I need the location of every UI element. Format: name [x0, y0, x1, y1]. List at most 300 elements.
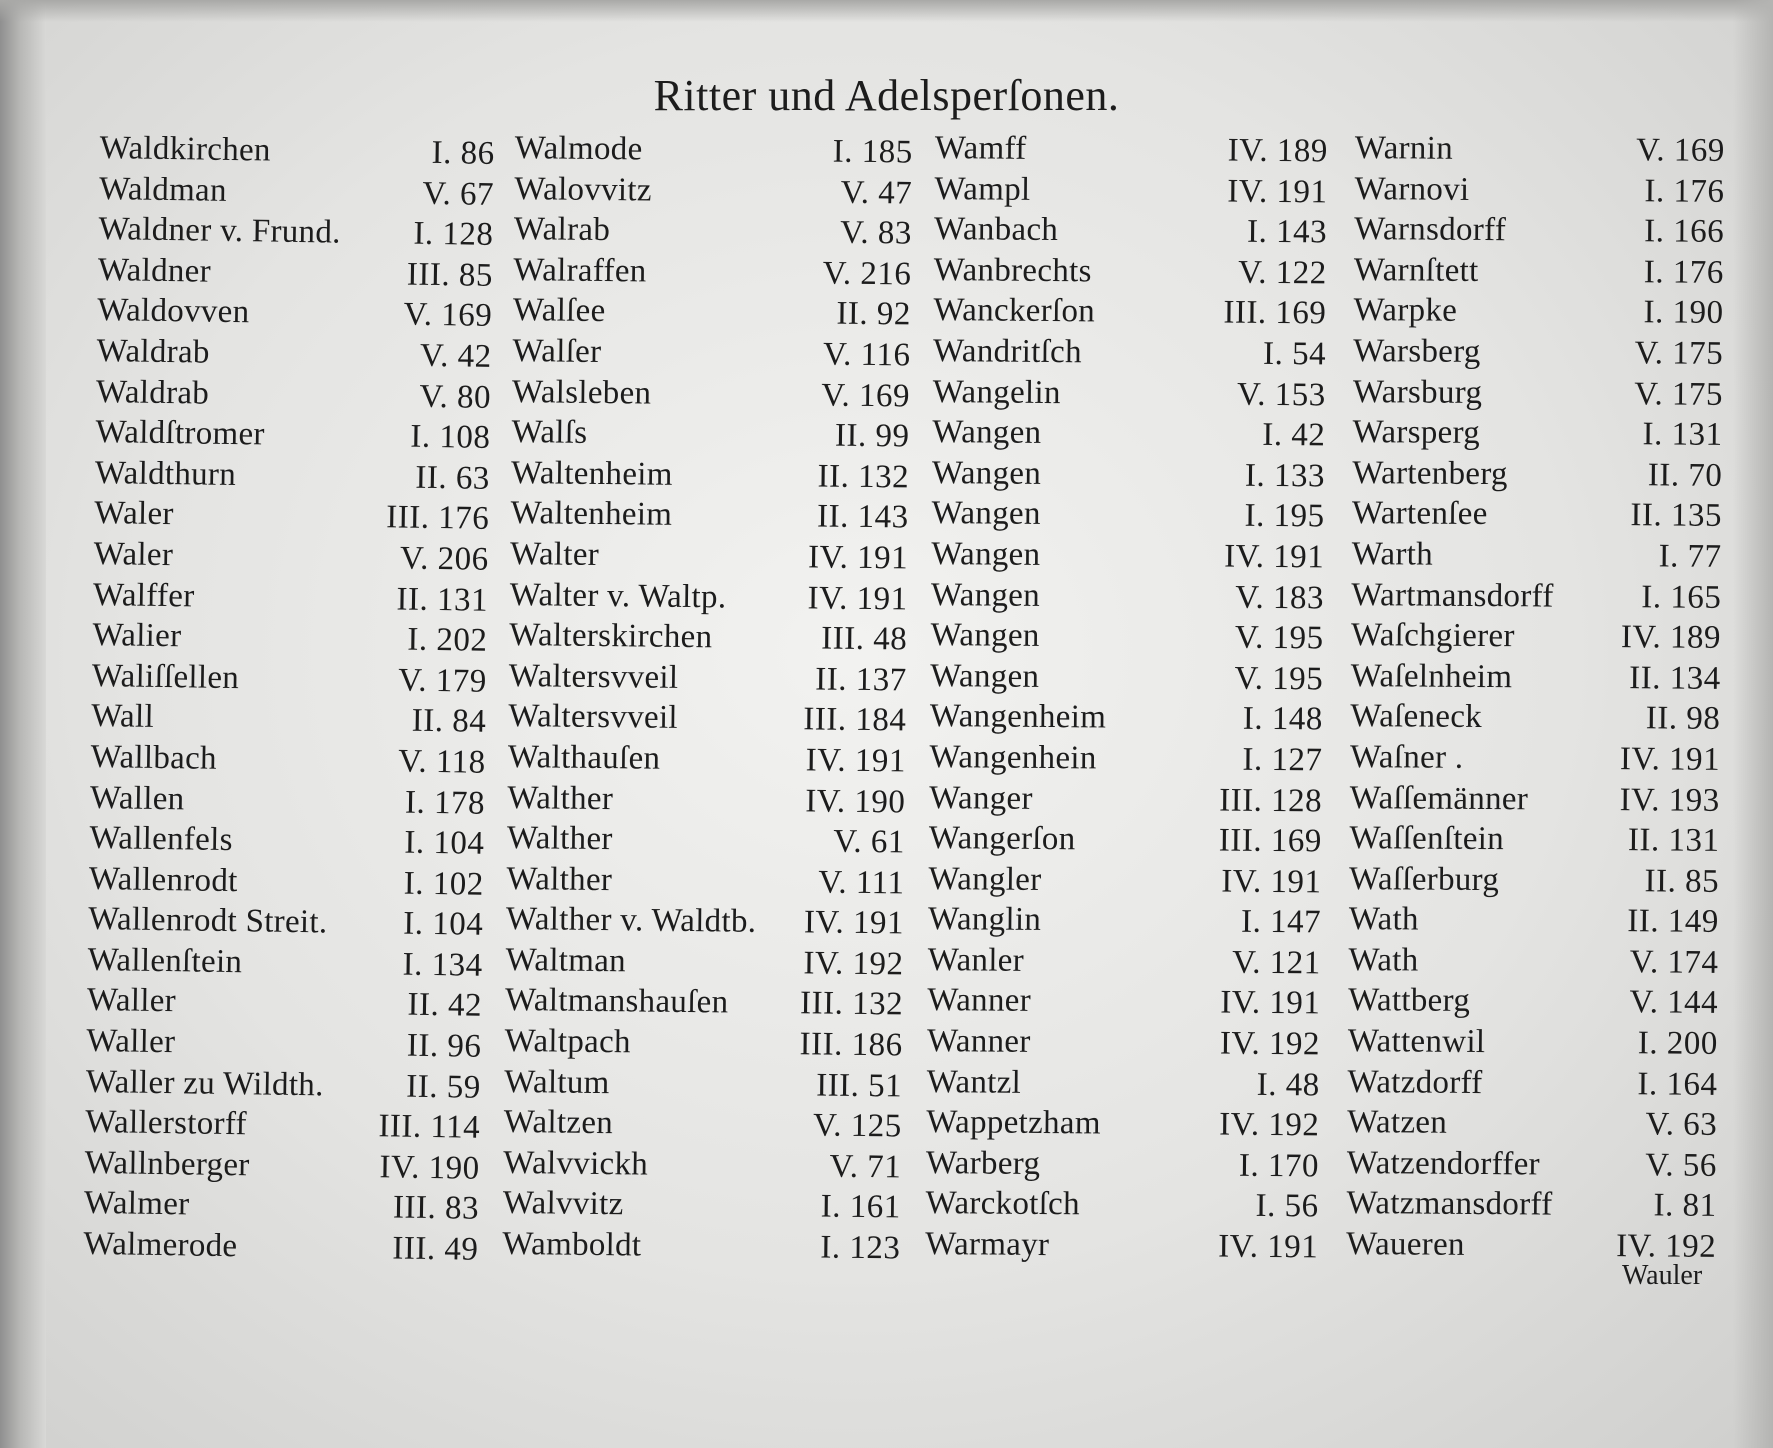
index-entry [934, 169, 1327, 213]
index-entry [933, 290, 1326, 334]
entry-reference: II. 85 [1644, 862, 1720, 900]
entry-name: Warnin [1354, 129, 1454, 167]
index-entry [93, 534, 489, 580]
index-entry [508, 696, 906, 741]
entry-reference: I. 48 [1256, 1066, 1320, 1104]
entry-reference: II. 132 [817, 458, 910, 496]
index-entry [506, 859, 904, 904]
entry-reference: I. 143 [1246, 213, 1328, 251]
entry-name: Waltenheim [510, 454, 673, 493]
entry-reference: V. 80 [419, 378, 492, 416]
entry-name: Walraffen [513, 251, 647, 290]
entry-reference: I. 148 [1242, 701, 1324, 738]
entry-name: Wampl [934, 170, 1031, 208]
entry-name: Walmode [514, 129, 643, 168]
entry-name: Wallenrodt Streit. [87, 901, 328, 941]
index-entry [1346, 1183, 1716, 1226]
index-entry [509, 656, 907, 701]
index-entry [926, 1102, 1319, 1146]
entry-reference: V. 116 [822, 336, 911, 374]
index-entry [95, 412, 491, 458]
index-entry [929, 777, 1322, 821]
entry-reference: IV. 189 [1620, 619, 1722, 657]
index-entry [932, 412, 1325, 456]
index-entry [1351, 575, 1721, 618]
index-entry [505, 940, 903, 985]
entry-name: Wallbach [90, 738, 218, 777]
index-entry [89, 859, 485, 905]
entry-reference: IV. 191 [1218, 1228, 1319, 1266]
index-entry [98, 209, 494, 255]
entry-name: Waltersvveil [508, 698, 679, 737]
entry-reference: I. 54 [1262, 335, 1327, 373]
entry-name: Waller [86, 982, 177, 1020]
entry-reference: I. 128 [413, 215, 494, 254]
entry-name: Wangen [931, 454, 1042, 492]
entry-name: Wamff [934, 129, 1027, 167]
index-entry [95, 453, 491, 499]
entry-reference: IV. 191 [807, 579, 908, 618]
entry-name: Watzendorffer [1346, 1144, 1541, 1183]
entry-name: Waſchgierer [1350, 617, 1515, 655]
entry-reference: II. 99 [834, 417, 910, 455]
entry-reference: I. 176 [1644, 172, 1725, 210]
book-binding-shadow [0, 0, 46, 1448]
entry-reference: V. 174 [1629, 944, 1719, 981]
entry-name: Waltum [503, 1063, 610, 1101]
entry-reference: I. 200 [1637, 1025, 1718, 1062]
entry-reference: IV. 191 [1619, 741, 1721, 778]
index-entry [926, 1143, 1319, 1187]
entry-name: Wath [1348, 941, 1419, 979]
entry-reference: V. 206 [399, 540, 489, 578]
index-entry [930, 615, 1323, 659]
entry-name: Walther [507, 779, 614, 817]
index-entry [934, 250, 1327, 294]
entry-name: Waldner v. Frund. [98, 211, 342, 251]
entry-name: Wangerſon [928, 820, 1076, 858]
index-entry [931, 534, 1324, 578]
catchword: Wauler [1622, 1260, 1703, 1291]
entry-reference: III. 184 [803, 701, 907, 739]
entry-name: Wattenwil [1347, 1023, 1486, 1061]
entry-name: Wanckerſon [933, 292, 1096, 330]
entry-name: Wath [1348, 901, 1419, 938]
index-entry [504, 1062, 902, 1107]
entry-reference: IV. 191 [1221, 863, 1322, 901]
index-entry [929, 818, 1322, 862]
entry-name: Walmer [83, 1185, 190, 1223]
entry-reference: I. 202 [407, 621, 488, 659]
entry-reference: V. 42 [419, 337, 492, 375]
entry-name: Waller zu Wildth. [85, 1063, 324, 1104]
index-entry [1347, 1062, 1717, 1105]
entry-name: Waſelnheim [1350, 657, 1513, 695]
entry-reference: II. 131 [396, 580, 489, 619]
entry-reference: V. 125 [812, 1107, 902, 1145]
index-entry [934, 209, 1327, 253]
index-entry [90, 777, 486, 823]
index-entry [83, 1224, 479, 1270]
entry-name: Waller [86, 1022, 176, 1061]
index-entry [88, 899, 484, 945]
entry-reference: V. 144 [1629, 984, 1719, 1022]
entry-reference: V. 153 [1236, 376, 1326, 413]
index-entry [97, 290, 493, 336]
index-entry [1348, 940, 1718, 983]
index-entry [1347, 1143, 1717, 1186]
index-entry [1352, 493, 1722, 536]
entry-reference: III. 176 [386, 499, 490, 538]
index-entry [508, 737, 906, 782]
entry-reference: I. 42 [1262, 417, 1326, 454]
entry-name: Waltzen [503, 1104, 614, 1142]
entry-reference: I. 195 [1244, 498, 1325, 535]
entry-name: Waliſſellen [91, 657, 240, 696]
index-entry [1353, 331, 1723, 374]
entry-name: Warsperg [1352, 414, 1481, 452]
entry-reference: III. 132 [799, 985, 904, 1023]
entry-name: Waſſerburg [1348, 860, 1500, 898]
entry-reference: IV. 193 [1619, 781, 1720, 819]
index-entry [1351, 534, 1721, 577]
entry-name: Wamboldt [502, 1225, 642, 1264]
entry-reference: I. 134 [402, 946, 483, 984]
entry-name: Warnovi [1354, 170, 1470, 208]
index-entry [504, 1021, 902, 1066]
index-entry [514, 209, 912, 254]
entry-name: Walovvitz [514, 170, 653, 209]
index-entry [92, 656, 488, 702]
index-entry [507, 777, 905, 822]
entry-name: Walmerode [83, 1225, 238, 1265]
entry-name: Waueren [1346, 1225, 1465, 1263]
entry-name: Waſſemänner [1349, 779, 1529, 817]
index-entry [503, 1143, 901, 1188]
entry-reference: V. 63 [1645, 1106, 1718, 1144]
entry-name: Watzmansdorff [1346, 1185, 1553, 1224]
entry-name: Waldner [97, 251, 212, 290]
entry-reference: I. 133 [1244, 457, 1326, 495]
index-entry [1355, 128, 1725, 171]
entry-reference: I. 102 [403, 865, 485, 903]
entry-name: Wartmansdorff [1351, 576, 1554, 615]
index-entry [1348, 980, 1718, 1023]
entry-name: Warsburg [1352, 373, 1483, 411]
entry-name: Wangler [928, 860, 1042, 898]
entry-name: Waldman [98, 170, 228, 209]
index-entry [503, 1102, 901, 1147]
index-entry [84, 1143, 480, 1189]
index-entry [1351, 615, 1721, 658]
entry-reference: I. 164 [1637, 1065, 1718, 1103]
entry-name: Wangen [932, 414, 1042, 452]
index-entry [1348, 1021, 1718, 1064]
entry-name: Walſs [511, 414, 588, 451]
index-entry [1350, 777, 1720, 820]
entry-name: Wartenberg [1352, 454, 1508, 492]
index-entry [90, 737, 486, 783]
index-entry [87, 980, 483, 1026]
entry-reference: IV. 192 [803, 945, 904, 983]
index-entry [930, 656, 1323, 700]
entry-reference: I. 165 [1641, 578, 1722, 616]
index-entry [505, 980, 903, 1025]
entry-reference: II. 70 [1647, 457, 1723, 494]
index-entry [515, 128, 913, 173]
entry-reference: III. 169 [1218, 822, 1322, 860]
entry-reference: V. 47 [840, 174, 913, 212]
entry-reference: III. 51 [815, 1067, 903, 1105]
entry-name: Waldrab [95, 373, 210, 412]
index-entry [512, 331, 910, 376]
entry-reference: V. 169 [821, 377, 911, 415]
index-entry [1354, 169, 1724, 212]
entry-name: Wangenheim [929, 698, 1107, 736]
entry-reference: V. 195 [1234, 619, 1324, 657]
index-entry [1351, 656, 1721, 699]
index-entry [509, 615, 907, 660]
index-entry [1354, 250, 1724, 293]
entry-name: Wanglin [927, 901, 1042, 939]
entry-reference: I. 178 [404, 784, 486, 822]
entry-reference: III. 85 [406, 256, 494, 294]
index-column-4 [1346, 128, 1725, 1267]
index-column-1 [83, 128, 495, 1270]
entry-reference: I. 104 [404, 824, 485, 862]
entry-name: Wanner [927, 982, 1032, 1020]
entry-reference: III. 48 [821, 620, 908, 658]
entry-name: Walffer [92, 576, 195, 614]
entry-reference: II. 135 [1630, 497, 1723, 535]
entry-reference: II. 143 [816, 498, 909, 536]
entry-name: Wangen [930, 657, 1040, 695]
entry-name: Wantzl [926, 1063, 1022, 1101]
entry-reference: I. 166 [1644, 213, 1725, 251]
index-entry [928, 940, 1321, 984]
index-entry [932, 453, 1325, 497]
entry-reference: V. 169 [1636, 132, 1725, 169]
entry-reference: IV. 191 [1227, 173, 1328, 211]
entry-reference: IV. 190 [805, 782, 906, 820]
entry-reference: V. 216 [822, 255, 912, 293]
entry-name: Watzen [1347, 1104, 1448, 1142]
index-entry [87, 940, 483, 986]
entry-name: Waltpach [504, 1023, 632, 1061]
index-entry [512, 372, 910, 417]
index-column-3 [925, 128, 1328, 1268]
entry-name: Waldſtromer [95, 414, 266, 453]
entry-name: Wangen [931, 495, 1041, 533]
entry-name: Walſer [512, 332, 602, 370]
index-entry [1352, 453, 1722, 496]
entry-name: Warsberg [1353, 332, 1481, 370]
index-entry [94, 493, 490, 539]
top-edge-shadow [0, 0, 1773, 22]
index-entry [510, 534, 908, 579]
index-entry [933, 331, 1326, 375]
entry-reference: II. 137 [815, 661, 907, 699]
entry-reference: II. 131 [1627, 822, 1720, 859]
index-entry [1350, 737, 1720, 780]
entry-reference: I. 86 [431, 134, 495, 172]
entry-name: Waldovven [97, 292, 250, 331]
entry-name: Warberg [925, 1144, 1041, 1182]
entry-reference: I. 108 [410, 418, 491, 456]
entry-name: Waltmanshauſen [504, 982, 729, 1021]
entry-name: Waldkirchen [99, 129, 272, 169]
entry-reference: IV. 189 [1227, 132, 1328, 170]
index-entry [93, 574, 489, 620]
index-entry [511, 453, 909, 498]
entry-reference: I. 123 [820, 1229, 901, 1267]
entry-name: Wanger [929, 779, 1033, 817]
entry-reference: II. 63 [415, 459, 491, 497]
index-entry [1353, 372, 1723, 415]
entry-name: Walter [509, 535, 600, 573]
entry-reference: I. 190 [1643, 294, 1724, 332]
index-entry [1349, 859, 1719, 902]
page-title: Ritter und Adelsperſonen. [653, 71, 1120, 120]
index-entry [96, 372, 492, 418]
entry-reference: I. 161 [820, 1188, 901, 1226]
entry-name: Wanler [927, 941, 1025, 979]
index-entry [929, 737, 1322, 781]
entry-name: Walier [92, 617, 182, 655]
entry-name: Wartenſee [1351, 495, 1488, 533]
index-entry [927, 980, 1320, 1024]
entry-reference: I. 185 [832, 133, 913, 171]
index-entry [925, 1224, 1318, 1268]
index-entry [926, 1062, 1319, 1106]
entry-name: Waldrab [96, 332, 211, 371]
index-entry [507, 818, 905, 863]
entry-reference: V. 71 [829, 1148, 902, 1186]
index-entry [514, 169, 912, 214]
index-entry [1354, 209, 1724, 252]
entry-name: Warmayr [925, 1225, 1050, 1264]
entry-name: Wangen [930, 576, 1041, 614]
index-entry [513, 250, 911, 295]
index-entry [1347, 1102, 1717, 1145]
entry-reference: V. 175 [1634, 335, 1724, 372]
entry-reference: V. 179 [397, 662, 488, 700]
entry-reference: IV. 191 [1220, 984, 1321, 1022]
index-entry [502, 1224, 900, 1269]
index-entry [930, 696, 1323, 740]
index-entry [503, 1183, 901, 1228]
entry-reference: IV. 191 [805, 742, 907, 780]
entry-name: Walrab [513, 211, 611, 249]
entry-reference: IV. 190 [379, 1149, 480, 1187]
entry-name: Walther [506, 820, 613, 858]
entry-name: Waler [93, 535, 174, 574]
index-entry [509, 575, 907, 620]
entry-reference: III. 114 [378, 1108, 481, 1146]
entry-name: Waſſenſtein [1349, 820, 1505, 858]
index-entry [1352, 412, 1722, 455]
entry-reference: III. 186 [799, 1026, 903, 1064]
entry-reference: III. 83 [392, 1189, 480, 1228]
entry-reference: II. 42 [407, 987, 483, 1025]
entry-name: Wallen [89, 779, 185, 817]
entry-name: Wallenſtein [87, 941, 243, 981]
entry-name: Wappetzham [926, 1104, 1101, 1142]
entry-reference: I. 77 [1658, 538, 1722, 575]
entry-reference: I. 170 [1238, 1147, 1320, 1185]
entry-name: Wallerstorff [84, 1104, 248, 1143]
index-entry [928, 899, 1321, 943]
entry-name: Waldthurn [94, 454, 237, 493]
entry-name: Warckotſch [925, 1185, 1081, 1223]
entry-name: Walterskirchen [509, 617, 713, 656]
entry-reference: IV. 191 [807, 539, 909, 577]
entry-name: Walsleben [511, 373, 652, 412]
index-entry [510, 493, 908, 538]
index-entry [928, 859, 1321, 903]
index-entry [91, 696, 487, 742]
entry-name: Waltenheim [510, 495, 673, 534]
index-entry [931, 493, 1324, 537]
entry-name: Walſee [512, 292, 606, 330]
entry-reference: I. 127 [1242, 741, 1323, 779]
entry-reference: I. 176 [1643, 254, 1725, 291]
index-entry [98, 250, 494, 296]
entry-name: Wattberg [1348, 982, 1471, 1020]
entry-reference: V. 183 [1235, 579, 1325, 616]
entry-reference: IV. 192 [1219, 1106, 1320, 1144]
entry-name: Walthauſen [507, 738, 661, 777]
index-entry [925, 1183, 1318, 1227]
entry-reference: V. 61 [833, 823, 906, 861]
entry-reference: I. 81 [1653, 1187, 1717, 1225]
index-entry [96, 331, 492, 377]
entry-name: Waſeneck [1350, 698, 1483, 736]
entry-reference: II. 59 [406, 1068, 482, 1106]
index-entry [511, 412, 909, 457]
entry-name: Wangen [930, 617, 1040, 655]
index-entry [1353, 290, 1723, 333]
entry-name: Waltersvveil [508, 657, 679, 696]
entry-name: Wanner [926, 1023, 1031, 1060]
entry-name: Walvvitz [502, 1185, 624, 1223]
index-entry [85, 1102, 481, 1148]
right-edge-shadow [1733, 0, 1773, 1448]
index-entry [513, 290, 911, 335]
entry-name: Wall [91, 698, 155, 736]
entry-name: Warpke [1353, 292, 1458, 330]
entry-name: Walvvickh [503, 1144, 649, 1183]
entry-reference: II. 134 [1629, 659, 1721, 697]
entry-reference: II. 96 [406, 1027, 482, 1065]
entry-reference: I. 147 [1240, 903, 1322, 941]
entry-reference: III. 128 [1219, 782, 1323, 819]
entry-name: Walter v. Waltp. [509, 576, 727, 615]
entry-reference: I. 56 [1255, 1188, 1319, 1225]
index-entry [86, 1062, 482, 1108]
index-entry [927, 1021, 1320, 1065]
entry-name: Walther v. Waldtb. [505, 901, 757, 941]
entry-name: Warnſtett [1353, 251, 1479, 289]
index-entry [506, 899, 904, 944]
index-entry [84, 1183, 480, 1229]
entry-name: Waſner . [1349, 738, 1464, 776]
entry-reference: IV. 192 [1219, 1025, 1321, 1063]
entry-reference: V. 195 [1234, 660, 1324, 698]
entry-reference: V. 83 [840, 214, 913, 252]
entry-name: Wanbrechts [933, 251, 1092, 290]
index-entry [86, 1021, 482, 1067]
